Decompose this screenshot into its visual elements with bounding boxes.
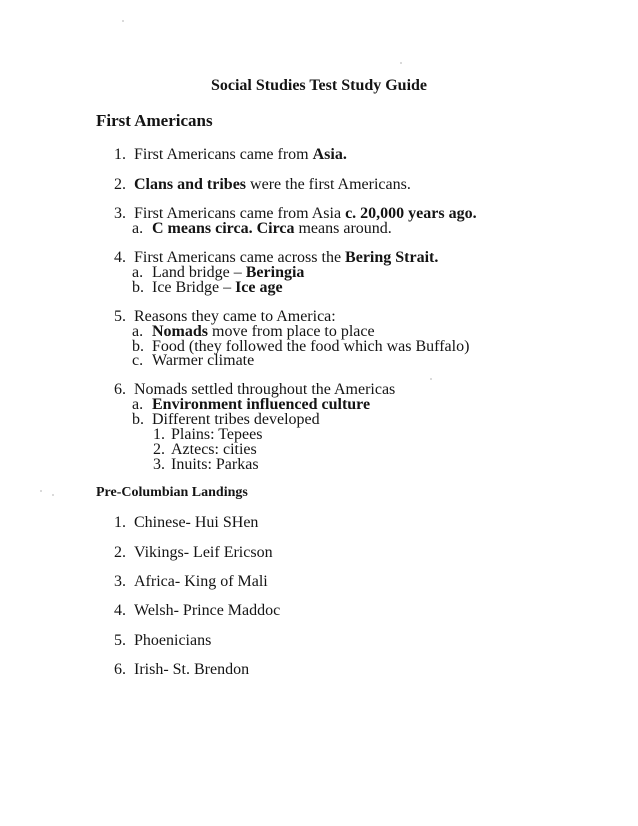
sub-list-item: a. Nomads move from place to place	[132, 323, 375, 340]
list-item: 3. First Americans came from Asia c. 20,000 years ago.	[114, 205, 477, 222]
sub-list-item: b. Food (they followed the food which was Buffalo)	[132, 338, 470, 355]
list-item: 1. First Americans came from Asia.	[114, 146, 347, 163]
sub-list-item: c. Warmer climate	[132, 352, 255, 369]
nested-list-item: 1. Plains: Tepees	[153, 426, 263, 443]
sub-list-item: b. Different tribes developed	[132, 411, 320, 428]
nested-list-item: 2. Aztecs: cities	[153, 441, 257, 458]
list-item: 6. Nomads settled throughout the Americas	[114, 381, 396, 398]
list-item: 1. Chinese- Hui SHen	[114, 514, 259, 531]
list-item: 4. Welsh- Prince Maddoc	[114, 602, 281, 619]
scan-speck	[52, 494, 54, 496]
sub-list-item: a. Environment influenced culture	[132, 396, 371, 413]
scan-speck	[430, 378, 432, 380]
nested-list-item: 3. Inuits: Parkas	[153, 456, 259, 473]
list-item: 5. Reasons they came to America:	[114, 308, 336, 325]
list-item: 5. Phoenicians	[114, 632, 212, 649]
scan-speck	[400, 62, 402, 64]
list-item: 6. Irish- St. Brendon	[114, 661, 250, 678]
list-item: 4. First Americans came across the Bering Strait.	[114, 249, 439, 266]
scan-speck	[40, 490, 42, 492]
page-title: Social Studies Test Study Guide	[210, 77, 428, 94]
sub-list-item: b. Ice Bridge – Ice age	[132, 279, 283, 296]
section-heading-first-americans: First Americans	[96, 111, 213, 130]
sub-list-item: a. C means circa. Circa means around.	[132, 220, 392, 237]
sub-list-item: a. Land bridge – Beringia	[132, 264, 305, 281]
list-item: 3. Africa- King of Mali	[114, 573, 268, 590]
list-item: 2. Vikings- Leif Ericson	[114, 544, 273, 561]
section-heading-pre-columbian: Pre-Columbian Landings	[96, 485, 248, 500]
scan-speck	[122, 20, 124, 22]
list-item: 2. Clans and tribes were the first Americans.	[114, 176, 411, 193]
